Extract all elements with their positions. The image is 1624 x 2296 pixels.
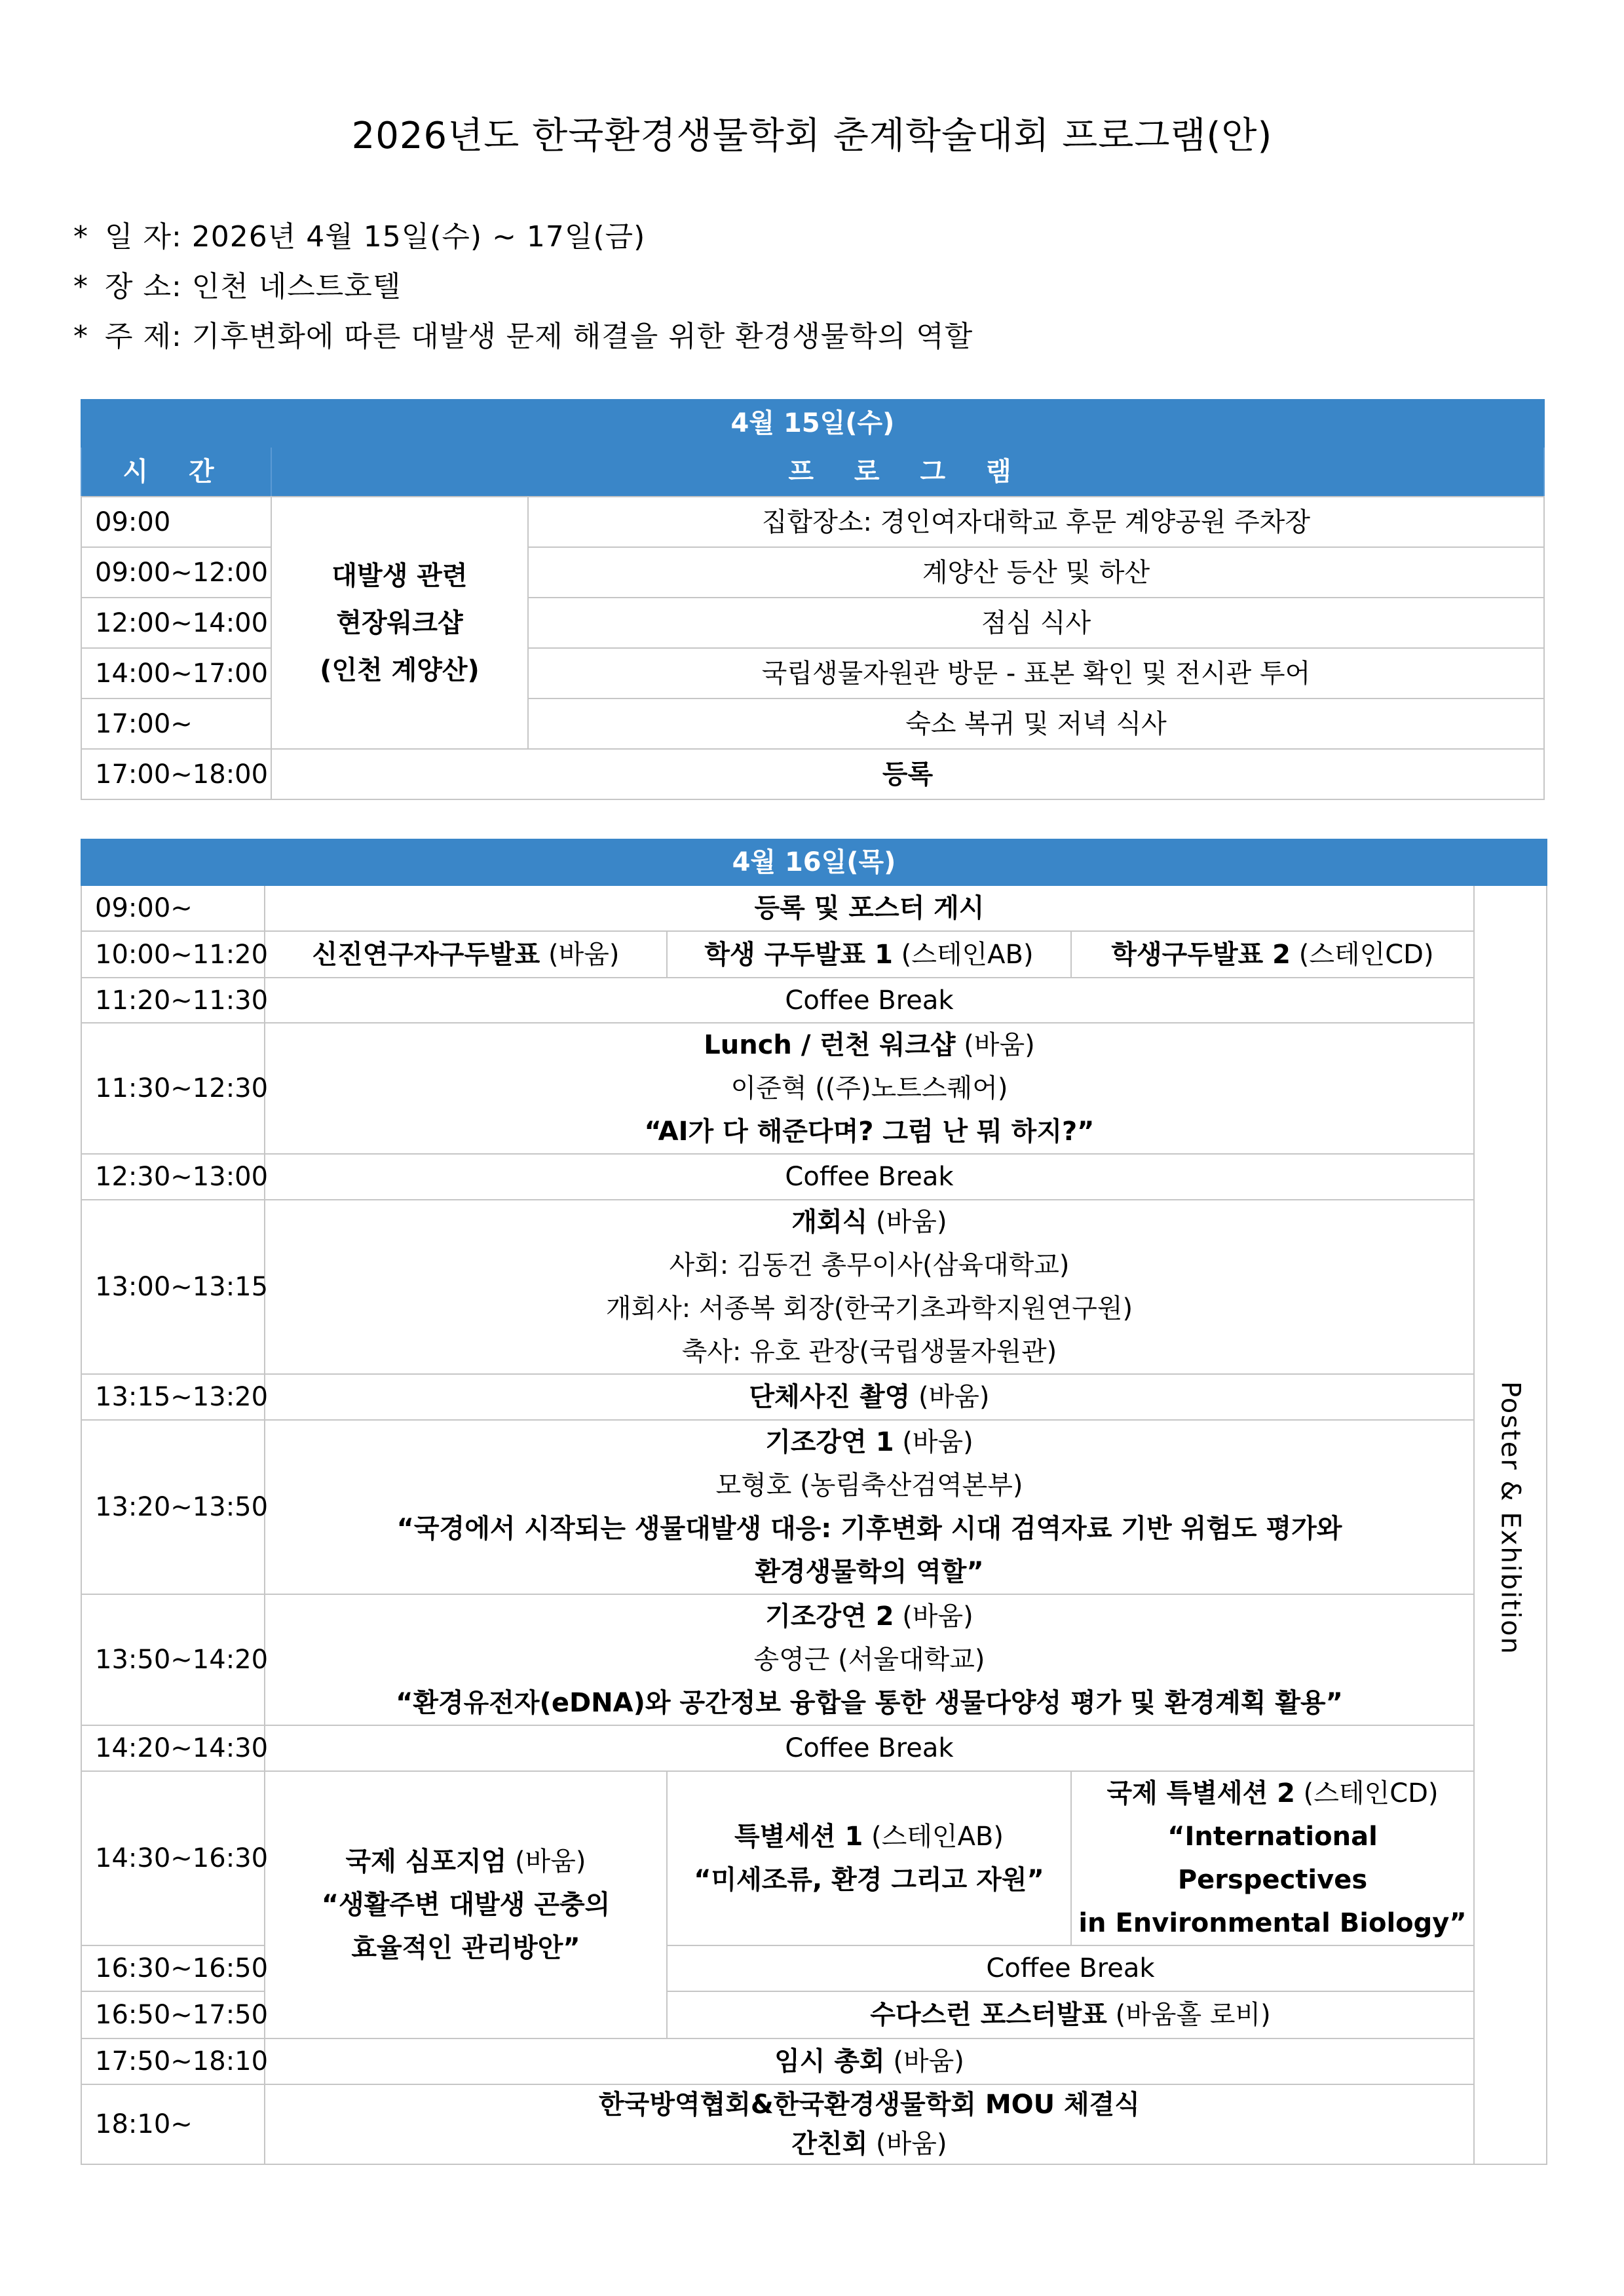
bullet-star: * [73,320,88,353]
session-cell [667,931,1071,978]
session-room: (스테인CD) [1291,939,1434,970]
session-room: (스테인AB) [892,939,1034,970]
speaker-line: 개회사: 서종복 회장(한국기초과학지원연구원) [605,1293,1133,1324]
session-room: (바움) [540,939,620,970]
poster-exhibition-label: Poster & Exhibition [1495,1381,1526,1655]
session-title: 특별세션 1 [734,1822,863,1852]
program-cell: Coffee Break [667,1945,1474,1991]
session-title: 임시 총회 [774,2046,885,2076]
talk-title: 환경생물학의 역할” [755,1557,984,1587]
talk-title: “생활주변 대발생 곤충의 [321,1890,611,1920]
time-cell: 16:50~17:50 [81,1991,265,2038]
table-row [81,978,1547,1023]
session-title: 기조강연 2 [765,1601,894,1632]
program-cell: 숙소 복귀 및 저녁 식사 [528,698,1544,749]
workshop-cell [271,497,528,749]
session-room: (바움) [955,1030,1035,1060]
table-row [81,2038,1547,2084]
session-room: (스테인CD) [1294,1778,1439,1808]
time-cell: 17:50~18:10 [81,2038,265,2084]
info-theme [73,317,973,356]
program-line [668,1815,1070,1858]
bullet-star: * [73,220,88,254]
session-room: (바움) [867,2129,947,2159]
time-cell: 09:00~12:00 [81,547,271,598]
session-title: 국제 심포지엄 [345,1846,507,1877]
speaker-line: 이준혁 ((주)노트스퀘어) [730,1073,1008,1103]
workshop-line: 대발생 관련 [331,560,468,591]
program-cell [265,1023,1474,1154]
session-title: 신진연구자구두발표 [312,939,540,970]
day1-schedule-table [81,399,1545,800]
table-row [81,1154,1547,1200]
day2-schedule-table [81,839,1547,2165]
program-cell [265,1200,1474,1374]
program-cell [265,1374,1474,1420]
day2-date-header: 4월 16일(목) [81,839,1547,885]
session-title: 간친회 [791,2129,868,2159]
info-date [73,218,645,257]
talk-title: “환경유전자(eDNA)와 공간정보 융합을 통한 생물다양성 평가 및 환경계획 활용” [396,1688,1343,1718]
session-title: 개회식 [791,1207,868,1237]
poster-exhibition-side-cell [1474,885,1547,2164]
session-room: (바움) [894,1601,973,1632]
session-room: (바움) [506,1846,586,1877]
info-date-text: 일 자: 2026년 4월 15일(수) ~ 17일(금) [105,220,646,254]
table-row [81,1420,1547,1594]
session-room: (바움) [910,1382,990,1412]
table-row [81,749,1544,799]
table-row [81,1200,1547,1374]
time-cell: 13:20~13:50 [81,1420,265,1594]
program-cell [667,1991,1474,2038]
talk-title: in Environmental Biology” [1078,1908,1467,1938]
session-title: 수다스런 포스터발표 [870,2000,1107,2030]
program-cell: Coffee Break [265,978,1474,1023]
program-line [1072,1772,1473,1815]
info-venue [73,267,401,307]
table-row [81,1594,1547,1725]
program-line [265,1421,1473,1464]
table-row [81,1725,1547,1771]
workshop-line: (인천 계양산) [320,655,480,685]
table-row [81,1374,1547,1420]
session-title: 한국방역협회&한국환경생물학회 MOU 체결식 [599,2090,1140,2120]
program-line [265,1840,666,1883]
session-title: 학생구두발표 2 [1111,939,1291,970]
table-row [81,885,1547,931]
time-cell: 18:10~ [81,2084,265,2164]
speaker-line: 송영근 (서울대학교) [753,1645,985,1675]
time-cell: 10:00~11:20 [81,931,265,978]
program-cell: 계양산 등산 및 하산 [528,547,1544,598]
session-room: (바움홀 로비) [1106,2000,1271,2030]
session-title: Lunch / 런천 워크샵 [704,1030,956,1060]
session-room: (바움) [867,1207,947,1237]
program-cell [265,1594,1474,1725]
session-room: (스테인AB) [863,1822,1004,1852]
time-cell: 11:30~12:30 [81,1023,265,1154]
symposium-cell [265,1771,667,2038]
session-title: 단체사진 촬영 [749,1382,911,1412]
talk-title: 효율적인 관리방안” [351,1933,580,1963]
session-title: 기조강연 1 [765,1427,894,1457]
time-cell: 16:30~16:50 [81,1945,265,1991]
program-line [265,1024,1473,1067]
bullet-star: * [73,270,88,303]
time-cell: 12:00~14:00 [81,598,271,648]
program-cell: 등록 [271,749,1544,799]
program-cell: Coffee Break [265,1154,1474,1200]
program-line [265,2124,1473,2164]
table-row [81,497,1544,547]
time-cell: 13:15~13:20 [81,1374,265,1420]
session-room: (바움) [884,2046,964,2076]
col-header-program: 프 로 그 램 [271,447,1544,497]
program-line [265,1595,1473,1638]
day1-date-header: 4월 15일(수) [81,400,1544,447]
time-cell: 17:00~ [81,698,271,749]
info-theme-text: 주 제: 기후변화에 따른 대발생 문제 해결을 위한 환경생물학의 역할 [105,320,973,353]
time-cell: 09:00 [81,497,271,547]
table-row [81,931,1547,978]
time-cell: 13:50~14:20 [81,1594,265,1725]
page-title: 2026년도 한국환경생물학회 춘계학술대회 프로그램(안) [351,115,1273,157]
col-header-time: 시 간 [81,447,271,497]
time-cell: 14:00~17:00 [81,648,271,698]
special-session-1-cell [667,1771,1071,1945]
program-cell: 점심 식사 [528,598,1544,648]
program-cell [265,2084,1474,2164]
session-cell [265,931,667,978]
time-cell: 11:20~11:30 [81,978,265,1023]
program-cell: 국립생물자원관 방문 - 표본 확인 및 전시관 투어 [528,648,1544,698]
time-cell: 12:30~13:00 [81,1154,265,1200]
program-cell: Coffee Break [265,1725,1474,1771]
session-room: (바움) [894,1427,973,1457]
speaker-line: 축사: 유호 관장(국립생물자원관) [681,1337,1057,1367]
time-cell: 17:00~18:00 [81,749,271,799]
workshop-line: 현장워크샵 [336,607,463,638]
talk-title: “국경에서 시작되는 생물대발생 대응: 기후변화 시대 검역자료 기반 위험도 평가와 [396,1514,1342,1544]
speaker-line: 사회: 김동건 총무이사(삼육대학교) [669,1250,1070,1280]
talk-title: “AI가 다 해준다며? 그럼 난 뭐 하지?” [644,1117,1095,1147]
program-cell [265,2038,1474,2084]
program-line [265,1200,1473,1244]
time-cell: 14:30~16:30 [81,1771,265,1945]
time-cell: 13:00~13:15 [81,1200,265,1374]
program-cell [265,1420,1474,1594]
time-cell: 09:00~ [81,885,265,931]
talk-title: “미세조류, 환경 그리고 자원” [694,1865,1044,1895]
session-cell [1071,931,1474,978]
table-row [81,1023,1547,1154]
talk-title: “International Perspectives [1167,1822,1378,1895]
time-cell: 14:20~14:30 [81,1725,265,1771]
speaker-line: 모형호 (농림축산검역본부) [715,1470,1023,1501]
table-row [81,1771,1547,1945]
program-cell: 집합장소: 경인여자대학교 후문 계양공원 주차장 [528,497,1544,547]
table-row [81,2084,1547,2164]
program-cell: 등록 및 포스터 게시 [265,885,1474,931]
session-title: 국제 특별세션 2 [1106,1778,1295,1808]
special-session-2-cell [1071,1771,1474,1945]
info-venue-text: 장 소: 인천 네스트호텔 [105,270,402,303]
session-title: 학생 구두발표 1 [704,939,893,970]
